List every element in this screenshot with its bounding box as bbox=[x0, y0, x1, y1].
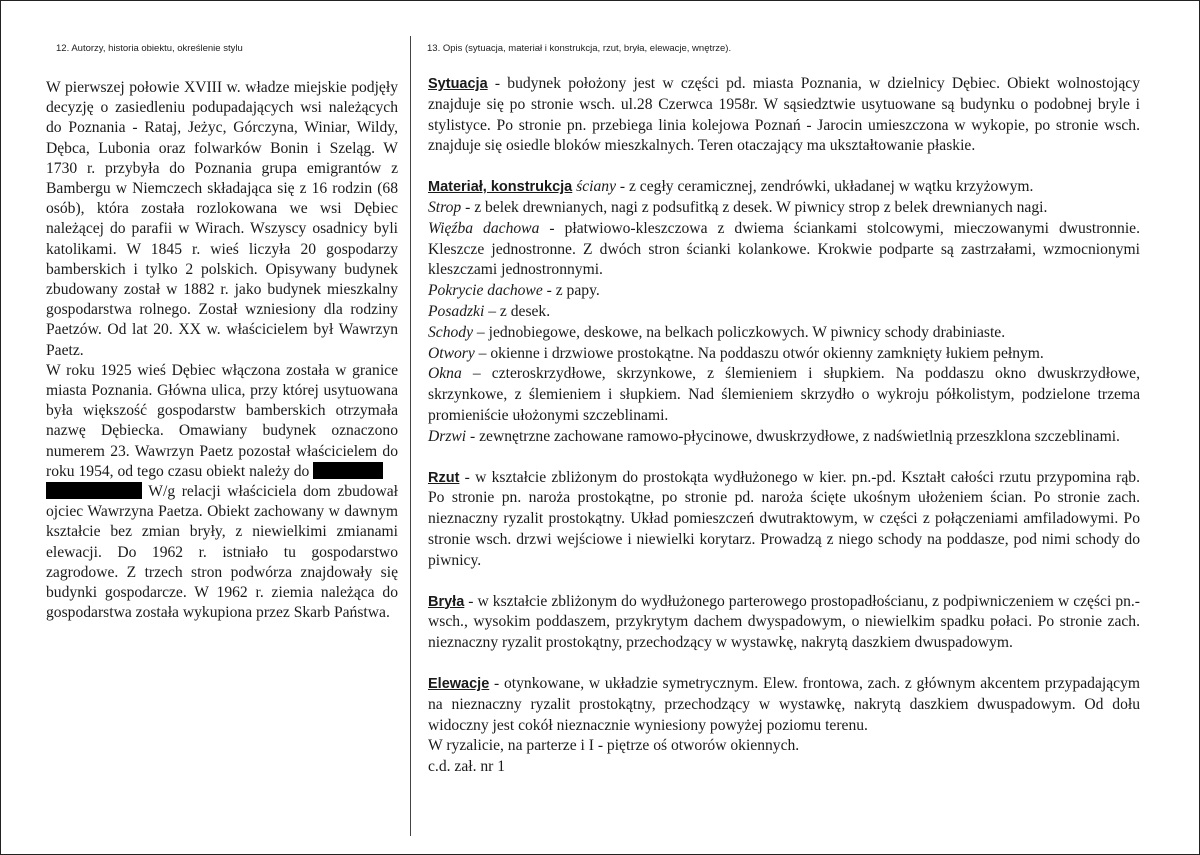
rzut-text: - w kształcie zbliżonym do prostokąta wydłużonego w kier. pn.-pd. Kształt całości rzutu przypomina rąb. Po stronie pn. naroża prostokątne, po stronie pd. naroża ścięte ukośnym ułożeniem ścian. Po stronie zach. nieznaczny ryzalit prostokątny. Układ pomieszczeń dwutraktowym, w części z połączeniami amfiladowymi. Po stronie wsch. drzwi wejściowe i niewielki korytarz. Prowadzą z niego schody na poddasze, pod nimi schody do piwnicy. bbox=[428, 468, 1140, 569]
schody-text: – jednobiegowe, deskowe, na belkach policzkowych. W piwnicy schody drabiniaste. bbox=[473, 323, 1006, 341]
wiezba-text: - płatwiowo-kleszczowa z dwiema ściankami stolcowymi, mieczowanymi dwustronnie. Kleszcze jednostronne. Z dwóch stron ścianki kolankowe. Krokwie podparte są zastrzałami, wzmocnionymi kleszczami jednostronnymi. bbox=[428, 219, 1140, 279]
posadzki-text: – z desek. bbox=[484, 302, 551, 320]
column-divider bbox=[410, 36, 411, 836]
pokrycie-label: Pokrycie dachowe bbox=[428, 282, 543, 300]
heading-elewacje: Elewacje bbox=[428, 675, 490, 692]
history-paragraph-2 bbox=[46, 361, 398, 624]
schody-label: Schody bbox=[428, 323, 474, 341]
heading-bryla: Bryła bbox=[428, 593, 465, 610]
drzwi-label: Drzwi bbox=[428, 427, 467, 445]
strop-label: Strop bbox=[428, 198, 462, 216]
elewacje-line2: W ryzalicie, na parterze i I - piętrze oś otworów okiennych. bbox=[428, 737, 800, 755]
left-column-header: 12. Autorzy, historia obiektu, określenie stylu bbox=[56, 43, 243, 54]
section-sytuacja bbox=[428, 74, 1140, 157]
sytuacja-text: - budynek położony jest w części pd. miasta Poznania, w dzielnicy Dębiec. Obiekt wolnostojący znajduje się po stronie wsch. ul.28 Czerwca 1958r. W sąsiedztwie usytuowane są budynku o podobnej bryle i stylistyce. Po stronie pn. przebiega linia kolejowa Poznań - Jarocin umieszczona w wykopie, po stronie wsch. znajduje się osiedle bloków mieszkalnych. Teren otaczający ma ukształtowanie płaskie. bbox=[428, 75, 1140, 155]
section-material bbox=[428, 177, 1140, 447]
sciany-text: - z cegły ceramicznej, zendrówki, układanej w wątku krzyżowym. bbox=[616, 178, 1034, 196]
heading-material: Materiał, konstrukcja bbox=[428, 179, 573, 196]
strop-text: - z belek drewnianych, nagi z podsufitką z desek. W piwnicy strop z belek drewnianych nagi. bbox=[461, 198, 1048, 216]
heading-rzut: Rzut bbox=[428, 469, 460, 486]
otwory-text: – okienne i drzwiowe prostokątne. Na poddaszu otwór okienny zamknięty łukiem pełnym. bbox=[474, 344, 1044, 362]
bryla-text: - w kształcie zbliżonym do wydłużonego parterowego prostopadłościanu, z podpiwniczeniem w części pn.-wsch., wysokim poddaszem, przykrytym dachem dwyspadowym, o niewielkim spadku połaci. Po stronie zach. nieznaczny ryzalit prostokątny, przechodzący w wystawkę, nakrytą daszkiem dwuspadowym. bbox=[428, 592, 1140, 652]
history-paragraph-1: W pierwszej połowie XVIII w. władze miejskie podjęły decyzję o zasiedleniu podupadających wsi należących do Poznania - Rataj, Jeżyc, Górczyna, Winiar, Wildy, Dębca, Lubonia oraz folwarków Bonin i Szeląg. W 1730 r. przybyła do Poznania grupa emigrantów z Bambergu w Niemczech składająca się z 16 rodzin (68 osób), która została rozlokowana we wsi Dębiec należącej do parafii w Wirach. Wszyscy osadnicy byli katolikami. W 1845 r. wieś liczyła 20 gospodarzy bamberskich i tylko 2 polskich. Opisywany budynek zbudowany został w 1882 r. jako budynek mieszkalny gospodarstwa rolnego. Został wzniesiony dla rodziny Paetzów. Od lat 20. XX w. właścicielem był Wawrzyn Paetz. bbox=[46, 79, 398, 359]
description-column bbox=[428, 74, 1140, 798]
section-elewacje bbox=[428, 674, 1140, 778]
sciany-label: ściany bbox=[576, 178, 616, 196]
drzwi-text: - zewnętrzne zachowane ramowo-płycinowe, dwuskrzydłowe, z nadświetlnią przeszklona szczeblinami. bbox=[466, 427, 1120, 445]
posadzki-label: Posadzki bbox=[428, 302, 485, 320]
section-bryla bbox=[428, 592, 1140, 654]
heading-sytuacja: Sytuacja bbox=[428, 76, 488, 92]
continuation-note: c.d. zał. nr 1 bbox=[428, 758, 506, 776]
history-column bbox=[46, 78, 398, 623]
section-rzut bbox=[428, 468, 1140, 572]
redaction-block bbox=[313, 462, 383, 479]
okna-text: – czteroskrzydłowe, skrzynkowe, z ślemieniem i słupkiem. Na poddaszu okno dwuskrzydłowe, skrzynkowe, z ślemieniem i słupkiem. Nad ślemieniem skrzydło o wykroju półkolistym, podzielone trzema promieniście ułożonymi szczeblinami. bbox=[428, 365, 1140, 424]
right-column-header: 13. Opis (sytuacja, materiał i konstrukcja, rzut, bryła, elewacje, wnętrze). bbox=[427, 43, 732, 54]
wiezba-label: Więźba dachowa bbox=[428, 219, 540, 237]
history-paragraph-2-continued: W/g relacji właściciela dom zbudował ojciec Wawrzyna Paetza. Obiekt zachowany w dawnym kształcie bez zmian bryły, z niewielkimi zmianami elewacji. Do 1962 r. istniało tu gospodarstwo zagrodowe. Z trzech stron podwórza znajdowały się budynki gospodarcze. W 1962 r. ziemia należąca do gospodarstwa została wykupiona przez Skarb Państwa. bbox=[46, 483, 398, 622]
elewacje-text: - otynkowane, w układzie symetrycznym. Elew. frontowa, zach. z głównym akcentem przypadającym na nieznaczny ryzalit prostokątny, przechodzący w wystawkę, nakrytą daszkiem dwuspadowym. Od dołu widoczny jest cokół nieznacznie wyniesiony powyżej poziomu terenu. bbox=[428, 674, 1140, 734]
redaction-block bbox=[46, 482, 142, 499]
okna-label: Okna bbox=[428, 365, 462, 383]
pokrycie-text: - z papy. bbox=[542, 282, 600, 300]
otwory-label: Otwory bbox=[428, 344, 475, 362]
history-paragraph-2-text: W roku 1925 wieś Dębiec włączona została w granice miasta Poznania. Główna ulica, przy której usytuowana była większość gospodarstw bamberskich otrzymała nazwę Dębiecka. Omawiany budynek oznaczono numerem 23. Wawrzyn Paetz pozostał właścicielem do roku 1954, od tego czasu obiekt należy do bbox=[46, 361, 398, 480]
